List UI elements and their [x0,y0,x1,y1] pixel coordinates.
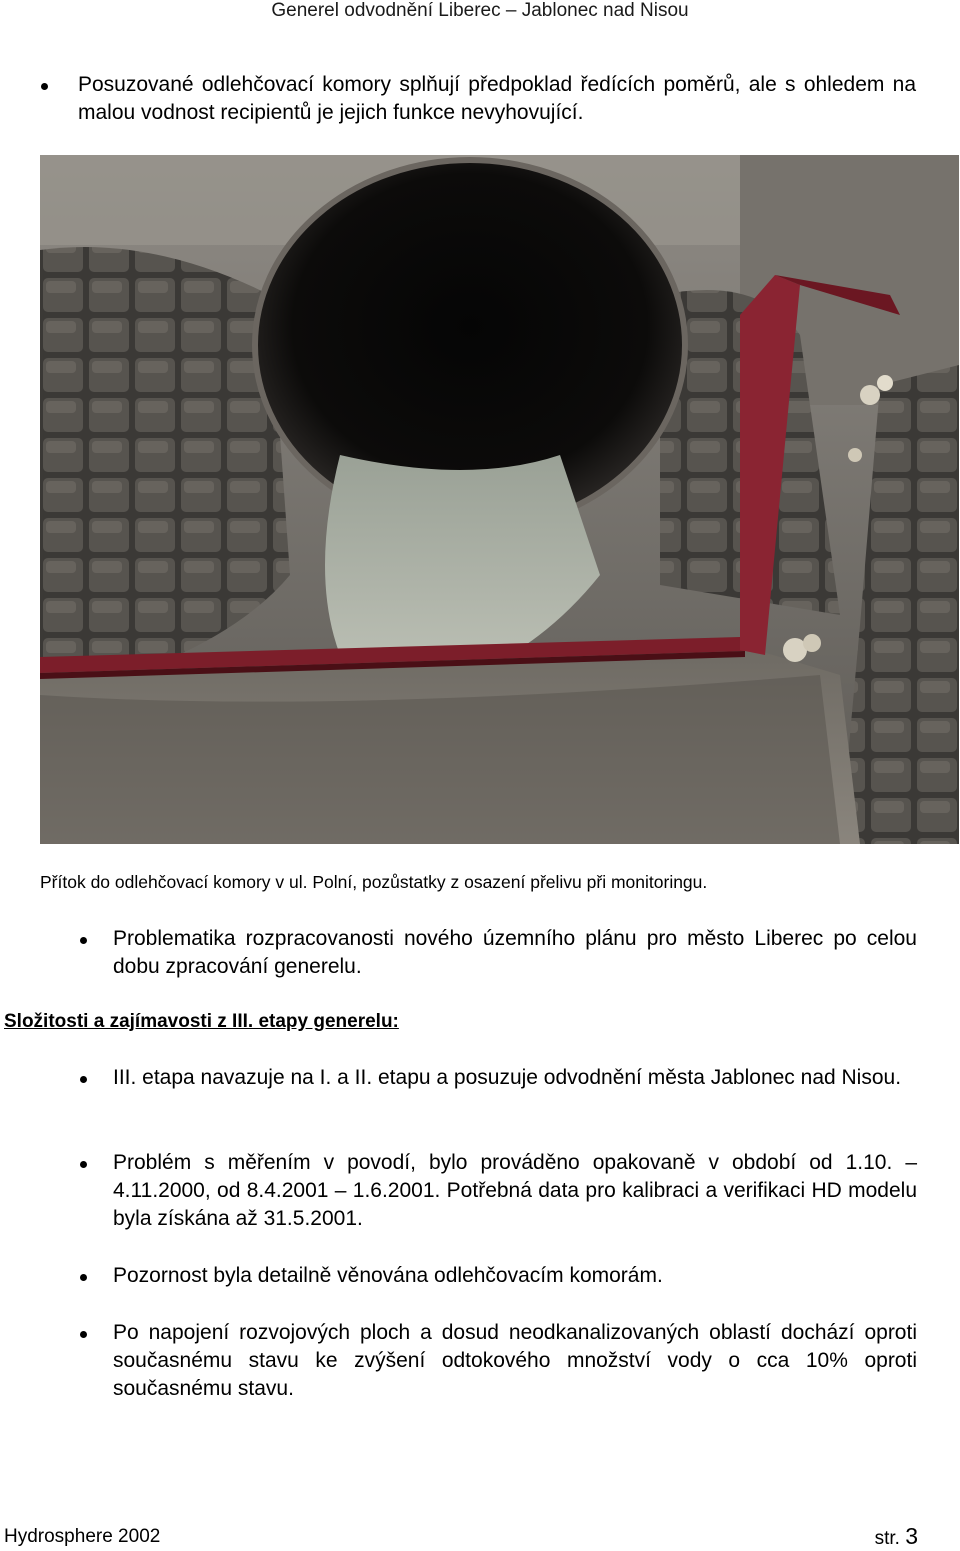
sewer-outlet-photo [40,155,959,844]
bullet-marker [80,1274,87,1281]
bullet-marker [80,1331,87,1338]
page-number: 3 [905,1523,918,1549]
bullet-marker [80,937,87,944]
footer-page [875,1523,918,1550]
bullet-text: Problematika rozpracovanosti nového územního plánu pro město Liberec po celou dobu zpracování generelu. [113,927,917,978]
page-label: str. [874,1528,900,1549]
bullet-text: Problém s měřením v povodí, bylo prováděno opakovaně v období od 1.10. – 4.11.2000, od 8.4.2001 – 1.6.2001. Potřebná data pro kalibraci a verifikaci HD modelu byla získána až 31.5.2001. [113,1151,917,1230]
section-heading: Složitosti a zajímavosti z III. etapy generelu: [4,1011,399,1032]
bullet-marker [80,1161,87,1168]
bullet-marker [80,1076,87,1083]
photo-caption: Přítok do odlehčovací komory v ul. Polní, pozůstatky z osazení přelivu při monitoringu. [40,872,708,892]
page-header: Generel odvodnění Liberec – Jablonec nad Nisou [271,0,689,21]
footer-company: Hydrosphere 2002 [4,1526,161,1547]
bullet-text: Po napojení rozvojových ploch a dosud neodkanalizovaných oblastí dochází oproti současnému stavu ke zvýšení odtokového množství vody o cca 10% oproti současnému stavu. [113,1321,917,1400]
bullet-marker [41,83,48,90]
bullet-text: Pozornost byla detailně věnována odlehčovacím komorám. [113,1264,663,1287]
bullet-text: Posuzované odlehčovací komory splňují předpoklad ředících poměrů, ale s ohledem na malou vodnost recipientů je jejich funkce nevyhovující. [78,73,916,124]
bullet-text: III. etapa navazuje na I. a II. etapu a posuzuje odvodnění města Jablonec nad Nisou. [113,1066,902,1089]
